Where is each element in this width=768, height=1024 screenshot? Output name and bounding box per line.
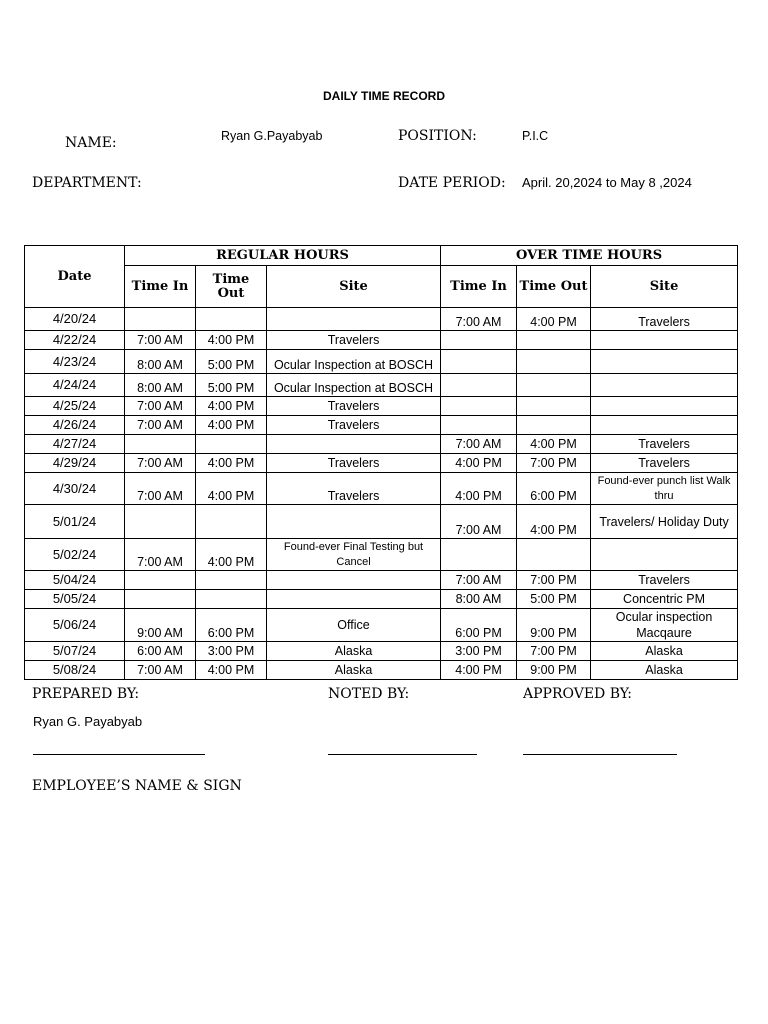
regular-time-in bbox=[125, 435, 196, 454]
row-date: 4/30/24 bbox=[25, 473, 125, 505]
overtime-time-in: 8:00 AM bbox=[441, 590, 517, 609]
employee-name-sign-label: EMPLOYEE’S NAME & SIGN bbox=[32, 778, 242, 794]
overtime-site: Ocular inspection Macqaure bbox=[591, 609, 738, 642]
date-period-label: DATE PERIOD: bbox=[398, 175, 506, 191]
overtime-site bbox=[591, 416, 738, 435]
page-title: DAILY TIME RECORD bbox=[322, 89, 445, 103]
overtime-site bbox=[591, 350, 738, 374]
overtime-time-in: 7:00 AM bbox=[441, 571, 517, 590]
regular-time-in: 7:00 AM bbox=[125, 331, 196, 350]
overtime-time-in: 4:00 PM bbox=[441, 473, 517, 505]
table-row bbox=[25, 331, 738, 350]
regular-time-in: 7:00 AM bbox=[125, 454, 196, 473]
regular-time-in: 7:00 AM bbox=[125, 397, 196, 416]
overtime-time-out bbox=[517, 331, 591, 350]
regular-time-out bbox=[196, 590, 267, 609]
regular-time-out: 4:00 PM bbox=[196, 416, 267, 435]
regular-time-out: 3:00 PM bbox=[196, 642, 267, 661]
overtime-time-in bbox=[441, 331, 517, 350]
overtime-time-in: 4:00 PM bbox=[441, 661, 517, 680]
regular-time-out: 6:00 PM bbox=[196, 609, 267, 642]
regular-time-in: 8:00 AM bbox=[125, 374, 196, 397]
table-row bbox=[25, 435, 738, 454]
table-row bbox=[25, 350, 738, 374]
row-date: 4/27/24 bbox=[25, 435, 125, 454]
overtime-time-out bbox=[517, 397, 591, 416]
regular-time-in: 7:00 AM bbox=[125, 661, 196, 680]
overtime-time-out: 9:00 PM bbox=[517, 661, 591, 680]
row-date: 5/04/24 bbox=[25, 571, 125, 590]
overtime-time-in: 6:00 PM bbox=[441, 609, 517, 642]
row-date: 4/20/24 bbox=[25, 308, 125, 331]
regular-time-in: 6:00 AM bbox=[125, 642, 196, 661]
table-row bbox=[25, 374, 738, 397]
overtime-time-out bbox=[517, 350, 591, 374]
prepared-by-name: Ryan G. Payabyab bbox=[33, 714, 143, 729]
regular-time-out: 4:00 PM bbox=[196, 454, 267, 473]
regular-time-out: 4:00 PM bbox=[196, 539, 267, 571]
overtime-time-out: 4:00 PM bbox=[517, 505, 591, 539]
overtime-site bbox=[591, 539, 738, 571]
regular-site: Found-ever Final Testing but Cancel bbox=[267, 539, 441, 571]
overtime-site: Travelers bbox=[591, 435, 738, 454]
row-date: 4/25/24 bbox=[25, 397, 125, 416]
regular-time-in bbox=[125, 308, 196, 331]
regular-site bbox=[267, 590, 441, 609]
regular-site bbox=[267, 571, 441, 590]
overtime-time-in: 7:00 AM bbox=[441, 308, 517, 331]
overtime-site-header: Site bbox=[591, 266, 738, 308]
table-row bbox=[25, 454, 738, 473]
regular-time-out bbox=[196, 435, 267, 454]
overtime-site: Travelers bbox=[591, 454, 738, 473]
regular-time-in: 9:00 AM bbox=[125, 609, 196, 642]
regular-time-in bbox=[125, 590, 196, 609]
regular-site: Ocular Inspection at BOSCH bbox=[267, 374, 441, 397]
overtime-time-out bbox=[517, 416, 591, 435]
row-date: 5/01/24 bbox=[25, 505, 125, 539]
overtime-site: Found-ever punch list Walk thru bbox=[591, 473, 738, 505]
overtime-site: Alaska bbox=[591, 661, 738, 680]
regular-time-out bbox=[196, 571, 267, 590]
name-label: NAME: bbox=[65, 135, 117, 151]
table-row bbox=[25, 397, 738, 416]
table-row bbox=[25, 661, 738, 680]
row-date: 4/23/24 bbox=[25, 350, 125, 374]
regular-time-in: 7:00 AM bbox=[125, 539, 196, 571]
row-date: 5/02/24 bbox=[25, 539, 125, 571]
overtime-time-in: 3:00 PM bbox=[441, 642, 517, 661]
overtime-time-out: 4:00 PM bbox=[517, 435, 591, 454]
overtime-site: Travelers/ Holiday Duty bbox=[591, 505, 738, 539]
overtime-time-in: 7:00 AM bbox=[441, 435, 517, 454]
row-date: 4/22/24 bbox=[25, 331, 125, 350]
row-date: 4/24/24 bbox=[25, 374, 125, 397]
overtime-time-in bbox=[441, 374, 517, 397]
overtime-site: Travelers bbox=[591, 308, 738, 331]
table-row bbox=[25, 571, 738, 590]
overtime-site: Travelers bbox=[591, 571, 738, 590]
overtime-time-out: 4:00 PM bbox=[517, 308, 591, 331]
overtime-hours-header: OVER TIME HOURS bbox=[441, 246, 738, 266]
regular-site: Ocular Inspection at BOSCH bbox=[267, 350, 441, 374]
date-column-header: Date bbox=[25, 246, 125, 308]
overtime-time-out bbox=[517, 539, 591, 571]
overtime-site bbox=[591, 374, 738, 397]
regular-time-in-header: Time In bbox=[125, 266, 196, 308]
regular-site: Office bbox=[267, 609, 441, 642]
overtime-time-out bbox=[517, 374, 591, 397]
table-row bbox=[25, 590, 738, 609]
overtime-time-out: 7:00 PM bbox=[517, 454, 591, 473]
row-date: 5/08/24 bbox=[25, 661, 125, 680]
overtime-time-out: 6:00 PM bbox=[517, 473, 591, 505]
regular-time-out: 5:00 PM bbox=[196, 374, 267, 397]
overtime-site: Concentric PM bbox=[591, 590, 738, 609]
noted-by-label: NOTED BY: bbox=[328, 686, 410, 702]
table-row bbox=[25, 416, 738, 435]
overtime-time-in: 7:00 AM bbox=[441, 505, 517, 539]
overtime-time-in-header: Time In bbox=[441, 266, 517, 308]
table-row bbox=[25, 505, 738, 539]
overtime-site: Alaska bbox=[591, 642, 738, 661]
regular-time-out: 4:00 PM bbox=[196, 331, 267, 350]
noted-by-signature-line bbox=[328, 754, 477, 755]
department-label: DEPARTMENT: bbox=[32, 175, 142, 191]
row-date: 5/06/24 bbox=[25, 609, 125, 642]
approved-by-signature-line bbox=[523, 754, 677, 755]
regular-time-out bbox=[196, 308, 267, 331]
overtime-time-out: 5:00 PM bbox=[517, 590, 591, 609]
regular-site: Alaska bbox=[267, 661, 441, 680]
regular-time-out-header: Time Out bbox=[196, 266, 267, 308]
regular-site: Travelers bbox=[267, 331, 441, 350]
overtime-time-out: 7:00 PM bbox=[517, 642, 591, 661]
table-row bbox=[25, 642, 738, 661]
overtime-time-in bbox=[441, 350, 517, 374]
name-value: Ryan G.Payabyab bbox=[221, 129, 323, 143]
regular-site: Travelers bbox=[267, 416, 441, 435]
regular-time-in: 7:00 AM bbox=[125, 416, 196, 435]
overtime-time-out: 9:00 PM bbox=[517, 609, 591, 642]
position-value: P.I.C bbox=[522, 129, 549, 143]
approved-by-label: APPROVED BY: bbox=[523, 686, 632, 702]
regular-time-out: 4:00 PM bbox=[196, 397, 267, 416]
prepared-by-signature-line bbox=[33, 754, 205, 755]
regular-site: Travelers bbox=[267, 397, 441, 416]
regular-time-out: 4:00 PM bbox=[196, 661, 267, 680]
regular-site bbox=[267, 435, 441, 454]
regular-time-out bbox=[196, 505, 267, 539]
date-period-value: April. 20,2024 to May 8 ,2024 bbox=[522, 175, 692, 190]
overtime-time-in bbox=[441, 416, 517, 435]
overtime-time-in bbox=[441, 539, 517, 571]
row-date: 4/29/24 bbox=[25, 454, 125, 473]
overtime-time-out: 7:00 PM bbox=[517, 571, 591, 590]
table-row bbox=[25, 473, 738, 505]
regular-time-out: 4:00 PM bbox=[196, 473, 267, 505]
regular-site: Travelers bbox=[267, 454, 441, 473]
regular-hours-header: REGULAR HOURS bbox=[125, 246, 441, 266]
overtime-time-in bbox=[441, 397, 517, 416]
regular-time-in: 7:00 AM bbox=[125, 473, 196, 505]
row-date: 4/26/24 bbox=[25, 416, 125, 435]
row-date: 5/05/24 bbox=[25, 590, 125, 609]
overtime-time-out-header: Time Out bbox=[517, 266, 591, 308]
regular-time-in bbox=[125, 505, 196, 539]
table-row bbox=[25, 539, 738, 571]
position-label: POSITION: bbox=[398, 128, 477, 144]
regular-site-header: Site bbox=[267, 266, 441, 308]
regular-site bbox=[267, 505, 441, 539]
table-row bbox=[25, 308, 738, 331]
prepared-by-label: PREPARED BY: bbox=[32, 686, 140, 702]
regular-site: Alaska bbox=[267, 642, 441, 661]
overtime-site bbox=[591, 397, 738, 416]
table-row bbox=[25, 609, 738, 642]
regular-site: Travelers bbox=[267, 473, 441, 505]
regular-time-in bbox=[125, 571, 196, 590]
row-date: 5/07/24 bbox=[25, 642, 125, 661]
regular-site bbox=[267, 308, 441, 331]
overtime-site bbox=[591, 331, 738, 350]
regular-time-out: 5:00 PM bbox=[196, 350, 267, 374]
overtime-time-in: 4:00 PM bbox=[441, 454, 517, 473]
regular-time-in: 8:00 AM bbox=[125, 350, 196, 374]
time-record-table bbox=[24, 245, 738, 680]
